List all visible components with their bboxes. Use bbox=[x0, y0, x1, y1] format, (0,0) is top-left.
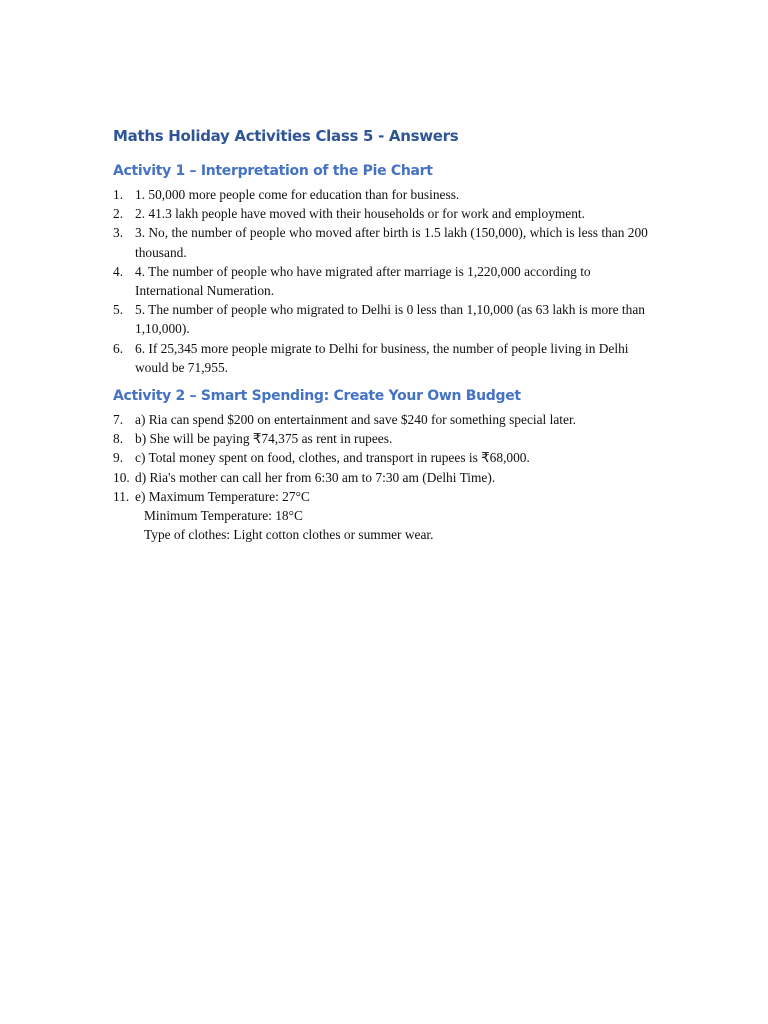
list-item bbox=[113, 410, 653, 429]
list-item-number: 4. bbox=[113, 263, 124, 279]
list-item-number: 11. bbox=[113, 488, 130, 504]
list-item-number: 5. bbox=[113, 302, 124, 318]
list-item bbox=[113, 448, 653, 467]
list-item bbox=[113, 468, 653, 487]
list-item-text: 1. 50,000 more people come for education than for business. bbox=[135, 187, 460, 202]
type-of-clothes-line: Type of clothes: Light cotton clothes or summer wear. bbox=[144, 527, 434, 543]
list-item bbox=[113, 223, 653, 261]
list-item-text: 2. 41.3 lakh people have moved with their households or for work and employment. bbox=[135, 206, 585, 222]
list-item bbox=[113, 429, 653, 448]
activity-1-heading: Activity 1 – Interpretation of the Pie Chart bbox=[113, 163, 433, 179]
list-item-number: 8. bbox=[113, 431, 124, 447]
list-item-number: 6. bbox=[113, 340, 124, 356]
list-item bbox=[113, 487, 653, 545]
list-item-number: 9. bbox=[113, 450, 124, 466]
document-page bbox=[113, 124, 653, 544]
activity-2-answer-list bbox=[113, 410, 653, 544]
list-item-text: 5. The number of people who migrated to Delhi is 0 less than 1,10,000 (as 63 lakh is more than 1,10,000). bbox=[135, 302, 645, 337]
list-item bbox=[113, 300, 653, 338]
minimum-temperature-line: Minimum Temperature: 18°C bbox=[144, 508, 303, 524]
list-item-text: a) Ria can spend $200 on entertainment and save $240 for something special later. bbox=[135, 412, 577, 428]
activity-2-heading: Activity 2 – Smart Spending: Create Your Own Budget bbox=[113, 388, 521, 405]
list-item-number: 7. bbox=[113, 412, 124, 428]
activity-1-answer-list bbox=[113, 185, 653, 377]
list-item-text: c) Total money spent on food, clothes, and transport in rupees is ₹68,000. bbox=[135, 450, 530, 466]
list-item-number: 3. bbox=[113, 225, 124, 241]
list-item-text: 6. If 25,345 more people migrate to Delhi for business, the number of people living in Delhi would be 71,955. bbox=[135, 340, 629, 375]
list-item bbox=[113, 204, 653, 223]
list-item-number: 10. bbox=[113, 469, 130, 485]
list-item bbox=[113, 185, 653, 204]
list-item-text: 3. No, the number of people who moved after birth is 1.5 lakh (150,000), which is less than 200 thousand. bbox=[135, 225, 648, 260]
list-item-text: e) Maximum Temperature: 27°C bbox=[135, 488, 310, 504]
list-item-number: 1. bbox=[113, 187, 124, 202]
list-item-text: b) She will be paying ₹74,375 as rent in rupees. bbox=[135, 431, 393, 447]
list-item bbox=[113, 262, 653, 300]
list-item-text: d) Ria's mother can call her from 6:30 am to 7:30 am (Delhi Time). bbox=[135, 469, 496, 485]
list-item-text-block bbox=[135, 487, 653, 545]
list-item bbox=[113, 339, 653, 377]
list-item-number: 2. bbox=[113, 206, 124, 222]
list-item-text: 4. The number of people who have migrated after marriage is 1,220,000 according to International Numeration. bbox=[135, 263, 591, 299]
document-title: Maths Holiday Activities Class 5 - Answers bbox=[113, 127, 459, 145]
